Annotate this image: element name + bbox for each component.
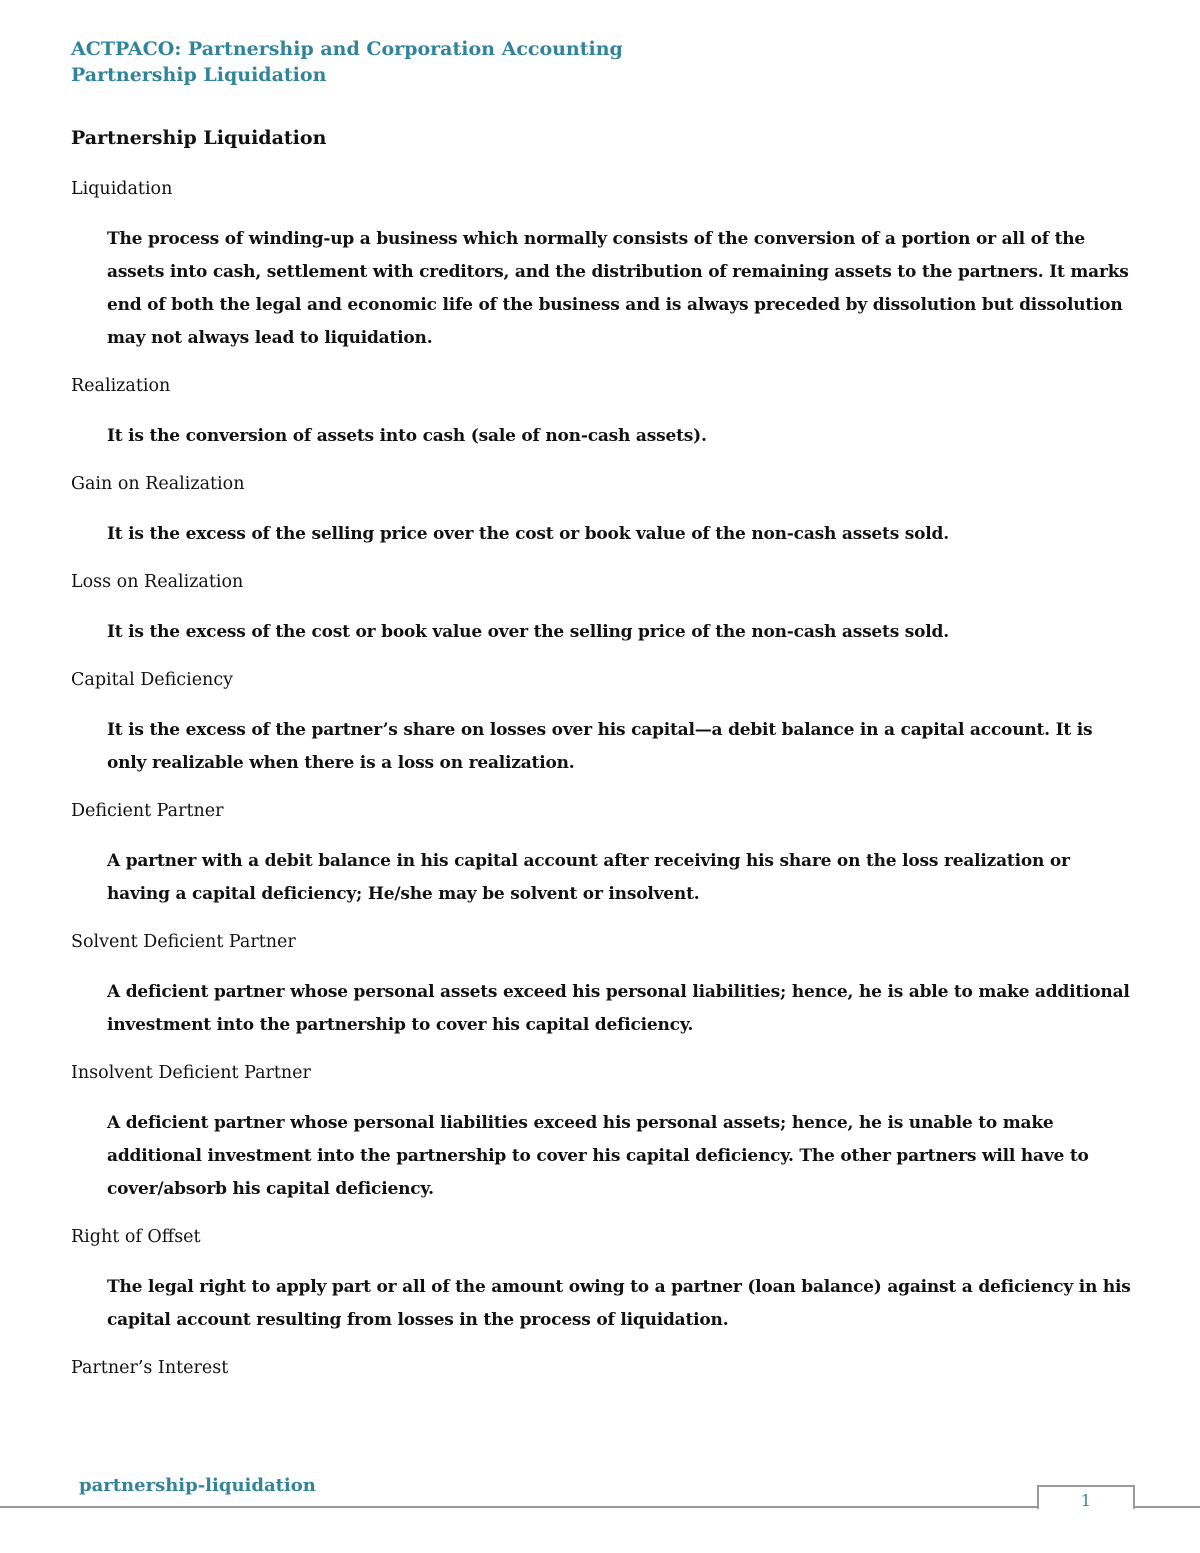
page-header <box>71 36 623 88</box>
definition-realization: It is the conversion of assets into cash (sale of non-cash assets). <box>107 426 707 446</box>
document-body <box>71 124 1131 1407</box>
definition-solvent-deficient-partner: A deficient partner whose personal assets exceed his personal liabilities; hence, he is able to make additional investment into the partnership to cover his capital deficiency. <box>107 982 1130 1035</box>
term-liquidation: Liquidation <box>71 179 173 199</box>
term-partners-interest: Partner’s Interest <box>71 1358 229 1378</box>
document-title: Partnership Liquidation <box>71 127 327 149</box>
header-topic: Partnership Liquidation <box>71 64 327 86</box>
header-course: ACTPACO: Partnership and Corporation Accounting <box>71 38 623 60</box>
term-capital-deficiency: Capital Deficiency <box>71 670 234 690</box>
footer-document-title: partnership-liquidation <box>79 1475 316 1496</box>
definition-loss-on-realization: It is the excess of the cost or book value over the selling price of the non-cash assets sold. <box>107 622 949 642</box>
definition-deficient-partner: A partner with a debit balance in his capital account after receiving his share on the loss realization or having a capital deficiency; He/she may be solvent or insolvent. <box>107 851 1070 904</box>
term-solvent-deficient-partner: Solvent Deficient Partner <box>71 932 296 952</box>
term-gain-on-realization: Gain on Realization <box>71 474 245 494</box>
definition-right-of-offset: The legal right to apply part or all of the amount owing to a partner (loan balance) against a deficiency in his capital account resulting from losses in the process of liquidation. <box>107 1277 1131 1330</box>
term-loss-on-realization: Loss on Realization <box>71 572 244 592</box>
term-realization: Realization <box>71 376 171 396</box>
term-insolvent-deficient-partner: Insolvent Deficient Partner <box>71 1063 311 1083</box>
definition-liquidation: The process of winding-up a business which normally consists of the conversion of a portion or all of the assets into cash, settlement with creditors, and the distribution of remaining assets to the partners. It marks end of both the legal and economic life of the business and is always preceded by dissolution but dissolution may not always lead to liquidation. <box>107 229 1129 348</box>
definition-insolvent-deficient-partner: A deficient partner whose personal liabilities exceed his personal assets; hence, he is unable to make additional investment into the partnership to cover his capital deficiency. The other partners will have to cover/absorb his capital deficiency. <box>107 1113 1089 1199</box>
term-right-of-offset: Right of Offset <box>71 1227 201 1247</box>
footer-divider <box>0 1506 1200 1508</box>
page-number: 1 <box>1037 1485 1135 1509</box>
term-deficient-partner: Deficient Partner <box>71 801 224 821</box>
definition-capital-deficiency: It is the excess of the partner’s share on losses over his capital—a debit balance in a capital account. It is only realizable when there is a loss on realization. <box>107 720 1093 773</box>
definition-gain-on-realization: It is the excess of the selling price over the cost or book value of the non-cash assets sold. <box>107 524 949 544</box>
